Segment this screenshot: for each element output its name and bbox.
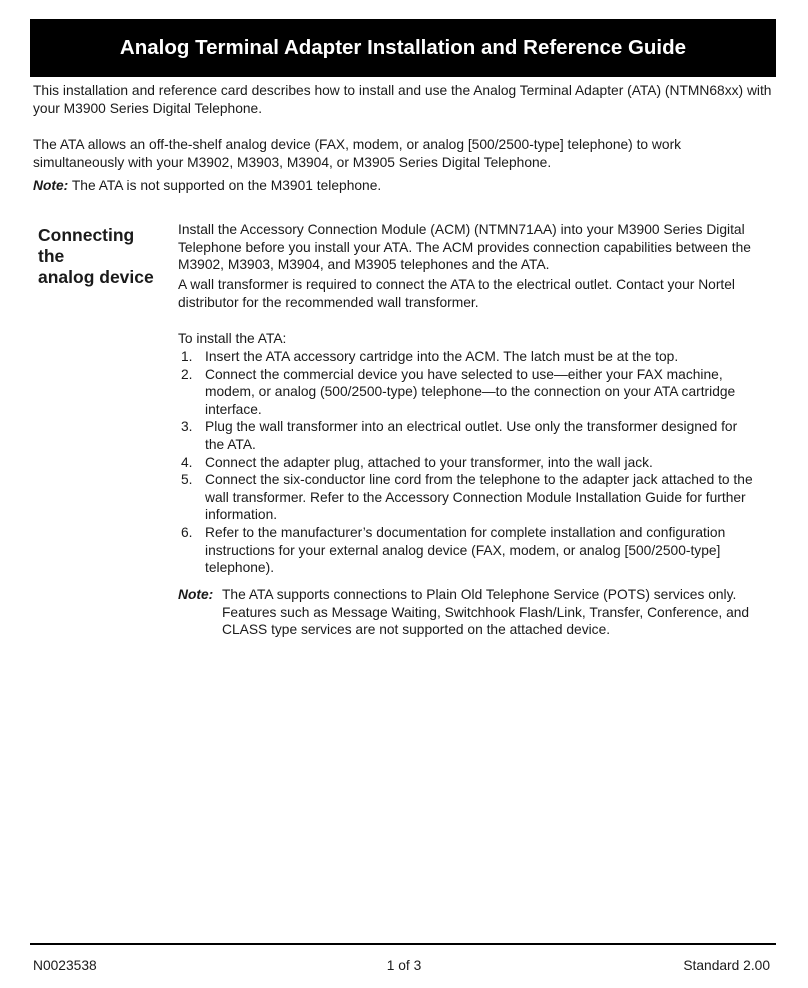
list-item: 4. Connect the adapter plug, attached to your transformer, into the wall jack. xyxy=(181,454,653,470)
section-paragraph-1: Install the Accessory Connection Module (ACM) (NTMN71AA) into your M3900 Series Digital Telephone before you install your ATA. The ACM provides connection capabilities between the M3902, M3903, M3904, and M3905 telephones and the ATA. xyxy=(178,222,751,273)
section-note xyxy=(178,586,758,639)
list-item: 6. Refer to the manufacturer’s documentation for complete installation and configuration instructions for your external analog device (FAX, modem, or analog [500/2500-type] telephone). xyxy=(181,524,726,576)
section-heading-line-2: analog device xyxy=(38,267,154,287)
steps-intro: To install the ATA: xyxy=(178,331,287,346)
page-number: 1 of 3 xyxy=(386,958,422,973)
list-item: 5. Connect the six-conductor line cord from the telephone to the adapter jack attached to the wall transformer. Refer to the Accessory Connection Module Installation Guide for further information. xyxy=(181,472,753,523)
title-bar xyxy=(30,19,776,77)
section-paragraph-2: A wall transformer is required to connect the ATA to the electrical outlet. Contact your Nortel distributor for the recommended wall transformer. xyxy=(178,277,735,310)
intro-paragraph-1: This installation and reference card describes how to install and use the Analog Terminal Adapter (ATA) (NTMN68xx) with your M3900 Series Digital Telephone. xyxy=(33,83,772,116)
install-steps-list xyxy=(178,348,758,577)
list-item: 2. Connect the commercial device you have selected to use—either your FAX machine, modem, or analog (500/2500-type) telephone—to the connection on your ATA cartridge interface. xyxy=(181,366,736,417)
note-text: The ATA is not supported on the M3901 telephone. xyxy=(71,178,382,193)
list-item: 3. Plug the wall transformer into an electrical outlet. Use only the transformer designed for the ATA. xyxy=(181,419,738,452)
section-heading xyxy=(38,225,163,288)
footer-divider xyxy=(30,943,776,945)
page-title: Analog Terminal Adapter Installation and Reference Guide xyxy=(119,36,687,59)
intro-paragraph-2: The ATA allows an off-the-shelf analog device (FAX, modem, or analog [500/2500-type] telephone) to work simultaneously with your M3902, M3903, M3904, or M3905 Series Digital Telephone. xyxy=(33,137,682,170)
note-label: Note: xyxy=(33,178,69,193)
note-text: The ATA supports connections to Plain Old Telephone Service (POTS) services only. Features such as Message Waiting, Switchhook Flash/Link, Transfer, Conference, and CLASS type services are not supported on the attached device. xyxy=(222,587,750,638)
doc-number: N0023538 xyxy=(33,958,97,973)
intro-note xyxy=(33,177,773,195)
note-label: Note: xyxy=(178,587,214,602)
list-item: 1. Insert the ATA accessory cartridge into the ACM. The latch must be at the top. xyxy=(181,349,679,364)
section-heading-line-1: Connecting the xyxy=(38,225,135,266)
doc-version: Standard 2.00 xyxy=(683,958,770,973)
